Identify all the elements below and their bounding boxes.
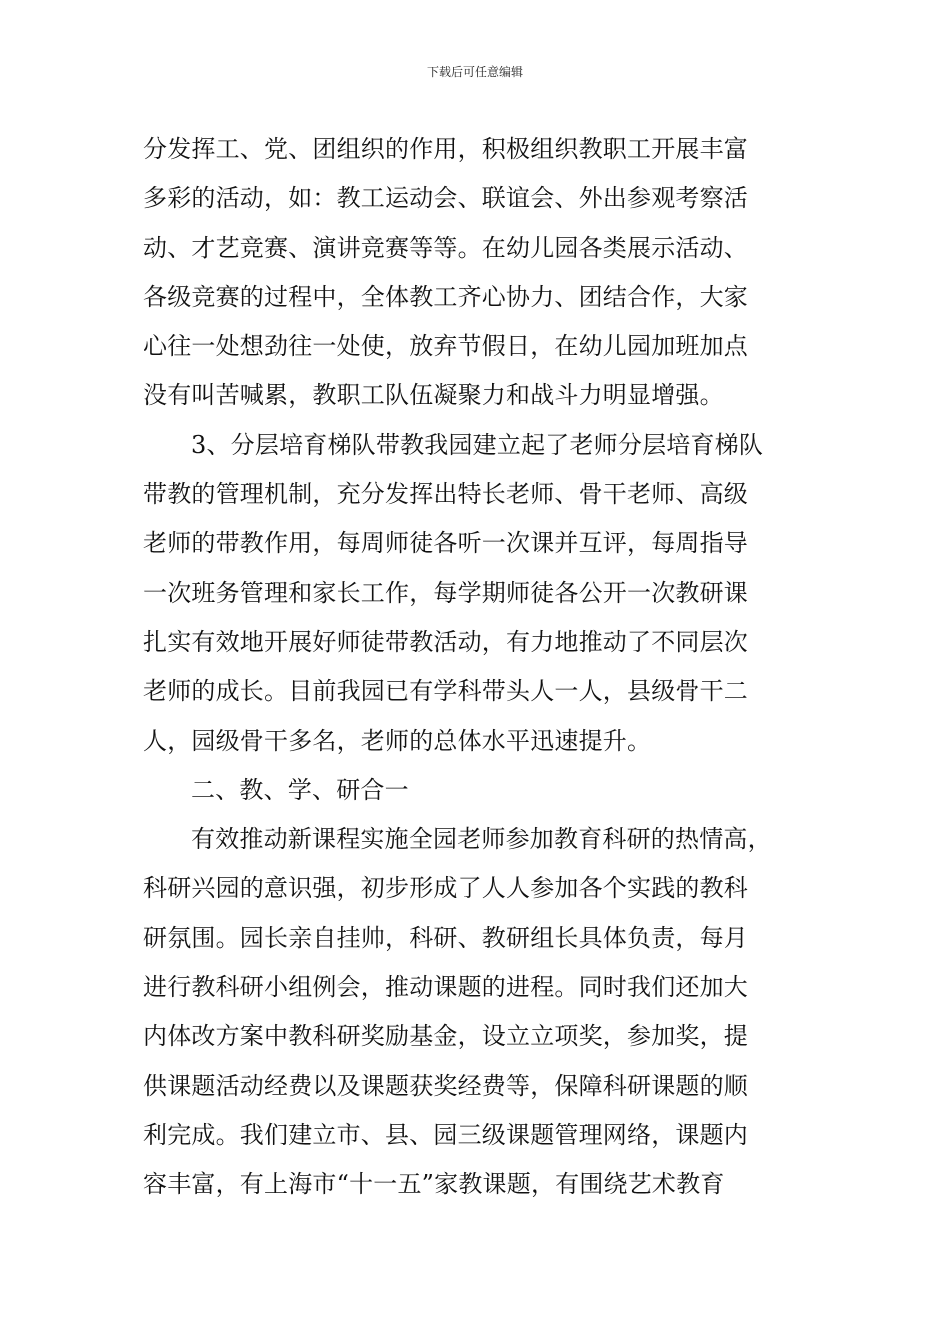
text-line: 3、分层培育梯队带教我园建立起了老师分层培育梯队 — [191, 430, 764, 459]
text-line: 供课题活动经费以及课题获奖经费等，保障科研课题的顺 — [143, 1071, 748, 1100]
text-line: 心往一处想劲往一处使，放弃节假日，在幼儿园加班加点 — [143, 332, 748, 361]
page-header: 下载后可任意编辑 — [426, 65, 523, 79]
text-line: 没有叫苦喊累，教职工队伍凝聚力和战斗力明显增强。 — [143, 381, 724, 410]
text-line: 各级竞赛的过程中，全体教工齐心协力、团结合作，大家 — [143, 282, 748, 311]
text-line: 多彩的活动，如：教工运动会、联谊会、外出参观考察活 — [143, 184, 748, 213]
text-line: 一次班务管理和家长工作，每学期师徒各公开一次教研课 — [143, 578, 748, 607]
text-line: 带教的管理机制，充分发挥出特长老师、骨干老师、高级 — [143, 480, 748, 509]
text-line: 人，园级骨干多名，老师的总体水平迅速提升。 — [143, 726, 652, 755]
text-line: 扎实有效地开展好师徒带教活动，有力地推动了不同层次 — [143, 627, 748, 656]
text-line: 利完成。我们建立市、县、园三级课题管理网络，课题内 — [143, 1120, 748, 1149]
text-line: 进行教科研小组例会，推动课题的进程。同时我们还加大 — [143, 973, 748, 1002]
text-line: 分发挥工、党、团组织的作用，积极组织教职工开展丰富 — [143, 135, 748, 163]
text-line: 老师的成长。目前我园已有学科带头人一人，县级骨干二 — [143, 677, 748, 706]
text-line: 动、才艺竞赛、演讲竞赛等等。在幼儿园各类展示活动、 — [143, 233, 748, 262]
text-line: 二、教、学、研合一 — [191, 775, 409, 804]
text-line: 科研兴园的意识强，初步形成了人人参加各个实践的教科 — [143, 874, 748, 903]
document-body — [143, 125, 823, 1210]
text-line: 内体改方案中教科研奖励基金，设立立项奖，参加奖，提 — [143, 1022, 748, 1051]
text-line: 老师的带教作用，每周师徒各听一次课并互评，每周指导 — [143, 529, 748, 558]
text-line: 研氛围。园长亲自挂帅，科研、教研组长具体负责，每月 — [143, 923, 748, 952]
text-line: 容丰富，有上海市“十一五”家教课题，有围绕艺术教育 — [143, 1170, 725, 1199]
text-line: 有效推动新课程实施全园老师参加教育科研的热情高， — [191, 825, 772, 854]
